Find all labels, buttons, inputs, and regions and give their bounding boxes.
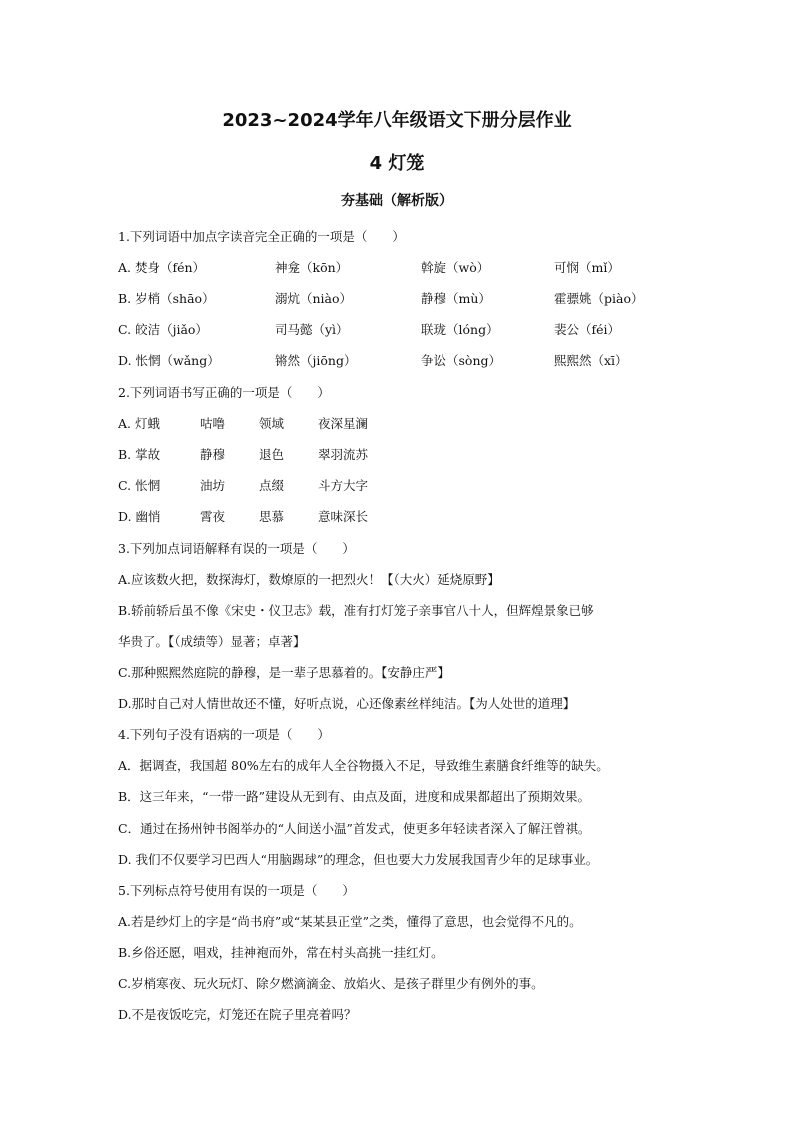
q2-option-d-item-4: 意味深长 bbox=[318, 509, 369, 524]
q1-option-c-item-2: 司马懿（yì） bbox=[275, 322, 349, 337]
q1-option-b-item-4: 霍骠姚（piào） bbox=[554, 291, 644, 306]
q3-option-a: A.应该数火把，数探海灯，数燎原的一把烈火！【（大火）延烧原野】 bbox=[118, 572, 500, 587]
q3-option-d: D.那时自己对人情世故还不懂，好听点说，心还像素丝样纯洁。【为人处世的道理】 bbox=[118, 696, 576, 711]
q1-option-c-item-1: C. 皎洁（jiǎo） bbox=[118, 322, 208, 337]
lesson-title: 4 灯笼 bbox=[369, 153, 425, 174]
q1-option-d-item-2: 锵然（jiōng） bbox=[275, 353, 357, 368]
q3-option-c: C.那种熙熙然庭院的静穆，是一辈子思慕着的。【安静庄严】 bbox=[118, 665, 450, 680]
q2-option-a-item-3: 领域 bbox=[259, 416, 285, 431]
q1-option-d-item-1: D. 怅惘（wǎng） bbox=[118, 353, 220, 368]
q1-option-d-item-3: 争讼（sòng） bbox=[421, 353, 501, 368]
q1-option-a-item-1: A. 焚身（fén） bbox=[118, 260, 206, 275]
q2-option-b-item-1: B. 掌故 bbox=[118, 447, 161, 462]
q1-option-a-item-2: 神龛（kōn） bbox=[275, 260, 349, 275]
q2-option-b-item-3: 退色 bbox=[259, 447, 285, 462]
q5-option-b: B.乡俗还愿，唱戏，挂神袍而外，常在村头高挑一挂红灯。 bbox=[118, 945, 444, 960]
q2-option-d-item-1: D. 幽悄 bbox=[118, 509, 161, 524]
q2-option-b-item-4: 翠羽流苏 bbox=[318, 447, 369, 462]
q2-option-c-item-4: 斗方大字 bbox=[318, 478, 369, 493]
q1-option-b-item-3: 静穆（mù） bbox=[421, 291, 491, 306]
q2-option-d-item-3: 思慕 bbox=[259, 509, 285, 524]
q1-option-a-item-4: 可悯（mǐ） bbox=[554, 260, 620, 275]
q2-option-d-item-2: 霄夜 bbox=[200, 509, 226, 524]
q5-option-d: D.不是夜饭吃完，灯笼还在院子里亮着吗？ bbox=[118, 1007, 357, 1022]
question-1-stem: 1.下列词语中加点字读音完全正确的一项是（ ） bbox=[118, 229, 405, 244]
q3-option-b: B.轿前轿后虽不像《宋史・仪卫志》载，准有打灯笼子亲事官八十人，但辉煌景象已够 bbox=[118, 603, 594, 618]
q1-option-c-item-4: 裴公（féi） bbox=[554, 322, 621, 337]
document-title: 2023~2024学年八年级语文下册分层作业 bbox=[222, 110, 572, 131]
question-5-stem: 5.下列标点符号使用有误的一项是（ ） bbox=[118, 883, 355, 898]
q2-option-c-item-2: 油坊 bbox=[200, 478, 226, 493]
q1-option-a-item-3: 斡旋（wò） bbox=[421, 260, 490, 275]
question-3-stem: 3.下列加点词语解释有误的一项是（ ） bbox=[118, 541, 355, 556]
q5-option-c: C.岁梢寒夜、玩火玩灯、除夕燃滴滴金、放焰火、是孩子群里少有例外的事。 bbox=[118, 976, 544, 991]
q1-option-b-item-2: 溺炕（niào） bbox=[275, 291, 353, 306]
q1-option-b-item-1: B. 岁梢（shāo） bbox=[118, 291, 215, 306]
q4-option-b: B．这三年来，“一带一路”建设从无到有、由点及面，进度和成果都超出了预期效果。 bbox=[118, 789, 590, 804]
q2-option-c-item-1: C. 怅惘 bbox=[118, 478, 161, 493]
q1-option-c-item-3: 联珑（lóng） bbox=[421, 322, 499, 337]
q4-option-a: A．据调查，我国超 80%左右的成年人全谷物摄入不足，导致维生素膳食纤维等的缺失。 bbox=[118, 758, 609, 773]
q4-option-d: D. 我们不仅要学习巴西人“用脑踢球”的理念，但也要大力发展我国青少年的足球事业。 bbox=[118, 852, 599, 867]
section-title: 夯基础（解析版） bbox=[341, 193, 453, 209]
q2-option-a-item-1: A. 灯蛾 bbox=[118, 416, 160, 431]
q3-option-b-continued: 华贵了。【（成绩等）显著；卓著】 bbox=[118, 634, 306, 649]
question-2-stem: 2.下列词语书写正确的一项是（ ） bbox=[118, 385, 330, 400]
question-4-stem: 4.下列句子没有语病的一项是（ ） bbox=[118, 727, 330, 742]
q5-option-a: A.若是纱灯上的字是“尚书府”或“某某县正堂”之类，懂得了意思，也会觉得不凡的。 bbox=[118, 914, 582, 929]
q4-option-c: C．通过在扬州钟书阁举办的“人间送小温”首发式，使更多年轻读者深入了解汪曾祺。 bbox=[118, 821, 591, 836]
q1-option-d-item-4: 熙熙然（xī） bbox=[554, 353, 628, 368]
q2-option-a-item-2: 咕噜 bbox=[200, 416, 226, 431]
q2-option-b-item-2: 静穆 bbox=[200, 447, 226, 462]
q2-option-c-item-3: 点缀 bbox=[259, 478, 285, 493]
q2-option-a-item-4: 夜深星澜 bbox=[318, 416, 369, 431]
